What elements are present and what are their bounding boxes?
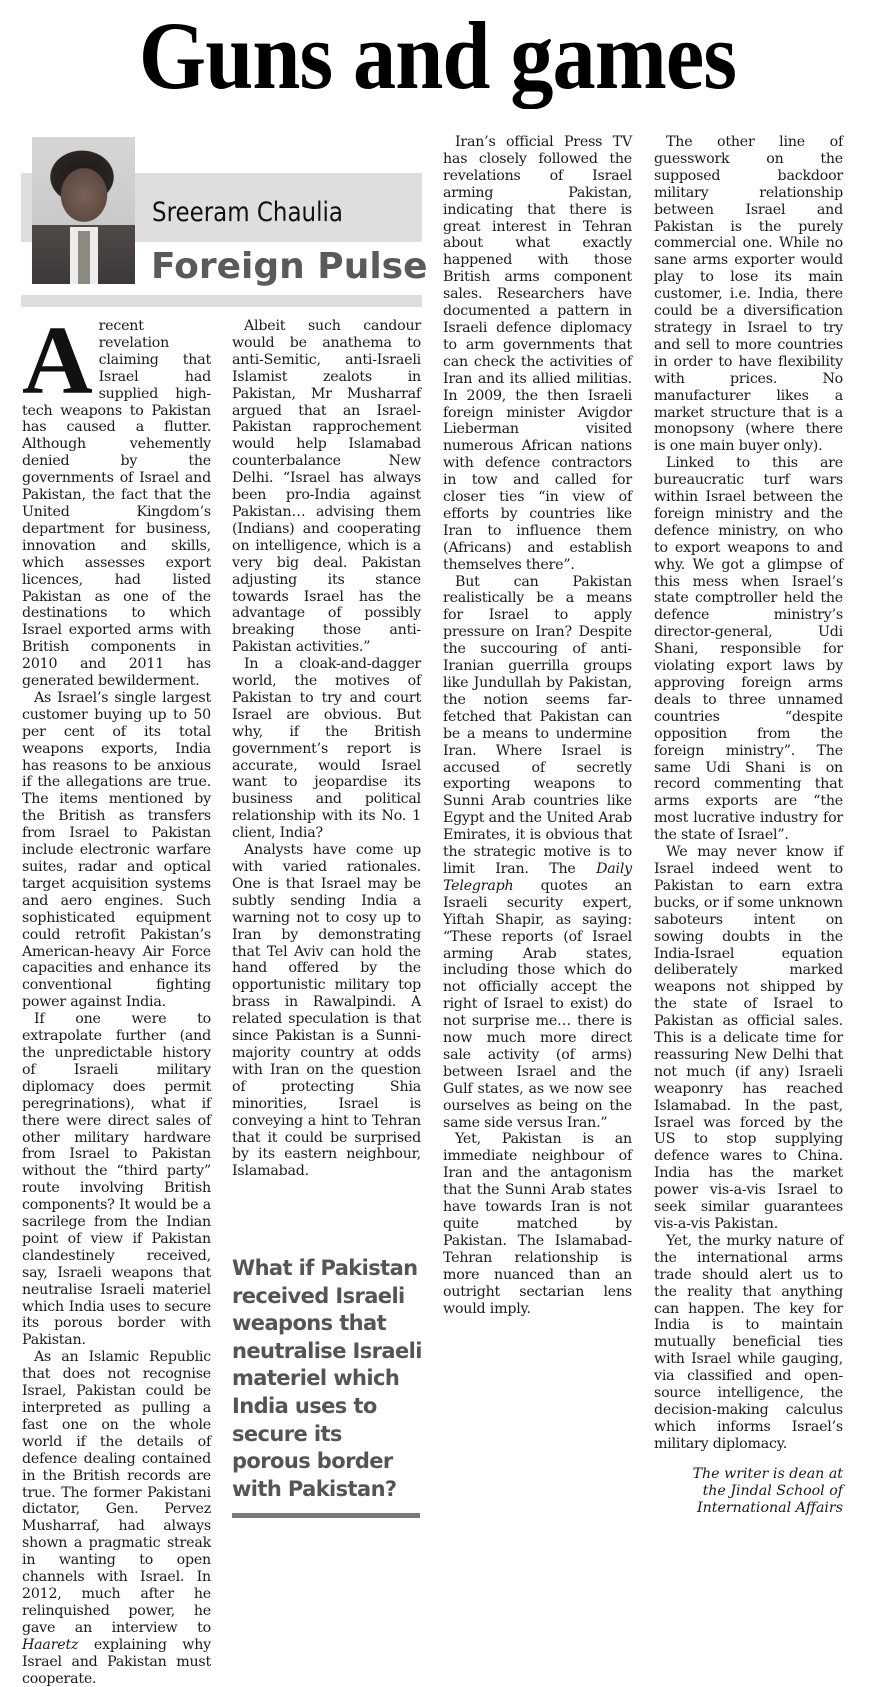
paragraph: As Israel’s single largest customer buying up to 50 per cent of its total weapons exports, India has reasons to be anxious if the allegations are true. The items mentioned by the British as transfers from Israel to Pakistan include electronic warfare suites, radar and optical target acquisition systems and aero engines. Such sophisticated equipment could retrofit Pakistan’s American-heavy Air Force capacities and enhance its conventional fighting power against India. — [22, 689, 211, 1011]
paragraph: Iran’s official Press TV has closely followed the revelations of Israel arming Pakistan, indicating that there is great interest in Tehran about what exactly happened with those British arms component sales. Researchers have documented a pattern in Israeli defence diplomacy to arm governments that can check the activities of Iran and its allied militias. In 2009, the then Israeli foreign minister Avigdor Lieberman visited numerous African nations with defence contractors in tow and called for closer ties “in view of efforts by countries like Iran to influence them (Africans) and establish themselves there”. — [443, 134, 632, 573]
author-bio-line: International Affairs — [697, 1500, 843, 1516]
paragraph: If one were to extrapolate further (and the unpredictable history of Israeli military diplomacy does permit peregrinations), what if there were direct sales of other military hardware from Israel to Pakistan without the “third party” route involving British components? It would be a sacrilege from the Indian point of view if Pakistan clandestinely received, say, Israeli weapons that neutralise Israeli materiel which India uses to secure its porous border with Pakistan. — [22, 1011, 211, 1349]
paragraph: A recent revelation claiming that Israel had supplied high-tech weapons to Pakistan has caused a flutter. Although vehemently denied by the governments of Israel and Pakistan, the fact that the United Kingdom’s department for business, innovation and skills, which assesses export licences, had listed Pakistan as one of the destinations to which Israel exported arms with British components in 2010 and 2011 has generated bewilderment. — [22, 307, 211, 690]
author-bio — [654, 1466, 843, 1517]
photo-tie — [78, 231, 90, 284]
paragraph: Analysts have come up with varied rationales. One is that Israel may be subtly sending India a warning not to cosy up to Iran by demonstrating that Tel Aviv can hold the hand offered by the opportunistic military top brass in Rawalpindi. A related speculation is that since Pakistan is a Sunni-majority country at odds with Iran on the question of protecting Shia minorities, Israel is conveying a hint to Tehran that it could be surprised by its eastern neighbour, Islamabad. — [232, 842, 421, 1180]
paragraph: Linked to this are bureaucratic turf wars within Israel between the foreign ministry and the defence ministry, on who to export weapons to and why. We got a glimpse of this mess when Israel’s state comptroller held the defence ministry’s director-general, Udi Shani, responsible for violating export laws by approving foreign arms deals to three unnamed countries “despite opposition from the foreign ministry”. The same Udi Shani is on record commenting that arms exports are “the most lucrative industry for the state of Israel”. — [654, 455, 843, 844]
paragraph: But can Pakistan realistically be a means for Israel to apply pressure on Iran? Despite the succouring of anti-Iranian guerrilla groups like Jundullah by Pakistan, the notion seems far-fetched that Pakistan can be a means to undermine Iran. Where Israel is accused of secretly exporting weapons to Sunni Arab countries like Egypt and the United Arab Emirates, it is obvious that the strategic motive is to limit Iran. The Daily Telegraph quotes an Israeli security expert, Yiftah Shapir, as saying: “These reports (of Israel arming Arab states, including those which do not officially accept the right of Israel to exist) do not surprise me… there is now much more direct sale activity (of arms) between Israel and the Gulf states, as we now see ourselves as being on the same side versus Iran.” — [443, 573, 632, 1131]
article-column-1 — [22, 307, 211, 1687]
paragraph: As an Islamic Republic that does not recognise Israel, Pakistan could be interpreted as pulling a fast one on the whole world if the details of defence dealing contained in the British records are true. The former Pakistani dictator, Gen. Pervez Musharraf, had always shown a pragmatic streak in wanting to open channels with Israel. In 2012, much after he relinquished power, he gave an interview to Haaretz explaining why Israel and Pakistan must cooperate. — [22, 1349, 211, 1687]
pull-quote-rule — [232, 1513, 420, 1518]
article-column-3 — [443, 134, 632, 1317]
drop-cap: A — [22, 307, 93, 415]
paragraph: Albeit such candour would be anathema to anti-Semitic, anti-Israeli Islamist zealots in Pakistan, Mr Musharraf argued that an Israel-Pakistan rapprochement would help Islamabad counterbalance New Delhi. “Israel has always been pro-India against Pakistan… advising them (Indians) and cooperating on intelligence, which is a very big deal. Pakistan adjusting its stance towards Israel has the advantage of possibly breaking those anti-Pakistan activities.” — [232, 318, 421, 656]
paragraph: We may never know if Israel indeed went to Pakistan to earn extra bucks, or if some unknown saboteurs intent on sowing doubts in the India-Israel equation deliberately marked weapons not shipped by the state of Israel to Pakistan as official sales. This is a delicate time for reassuring New Delhi that not much (if any) Israeli weaponry has reached Islamabad. In the past, Israel was forced by the US to stop supplying defence wares to China. India has the market power vis-a-vis Israel to seek similar guarantees vis-a-vis Pakistan. — [654, 844, 843, 1232]
article-column-2 — [232, 318, 421, 1180]
column-title: Foreign Pulse — [151, 246, 428, 287]
paragraph: In a cloak-and-dagger world, the motives of Pakistan to try and court Israel are obvious. But why, if the British government’s report is accurate, would Israel want to jeopardise its business and political relationship with its No. 1 client, India? — [232, 656, 421, 842]
pull-quote: What if Pakistan received Israeli weapons that neutralise Israeli materiel which India uses to secure its porous border with Pakistan? — [232, 1256, 422, 1501]
article-column-4 — [654, 134, 843, 1453]
author-name: Sreeram Chaulia — [152, 197, 343, 228]
paragraph: Yet, the murky nature of the international arms trade should alert us to the reality that anything can happen. The key for India is to maintain mutually beneficial ties with Israel while gauging, via classified and open-source intelligence, the decision-making calculus which informs Israel’s military diplomacy. — [654, 1232, 843, 1452]
paragraph: Yet, Pakistan is an immediate neighbour of Iran and the antagonism that the Sunni Arab states have towards Iran is not quite matched by Pakistan. The Islamabad-Tehran relationship is more nuanced than an outright sectarian lens would imply. — [443, 1131, 632, 1317]
author-photo — [32, 137, 135, 284]
paragraph: The other line of guesswork on the supposed backdoor military relationship between Israel and Pakistan is the purely commercial one. While no sane arms exporter would play to lose its main customer, i.e. India, there could be a diversification strategy in Israel to try and sell to more countries in order to have flexibility with prices. No manufacturer likes a market structure that is a monopsony (where there is one main buyer only). — [654, 134, 843, 455]
byline-divider — [21, 295, 422, 307]
article-headline: Guns and games — [138, 2, 737, 109]
author-bio-line: the Jindal School of — [702, 1483, 843, 1499]
author-bio-line: The writer is dean at — [692, 1466, 843, 1482]
